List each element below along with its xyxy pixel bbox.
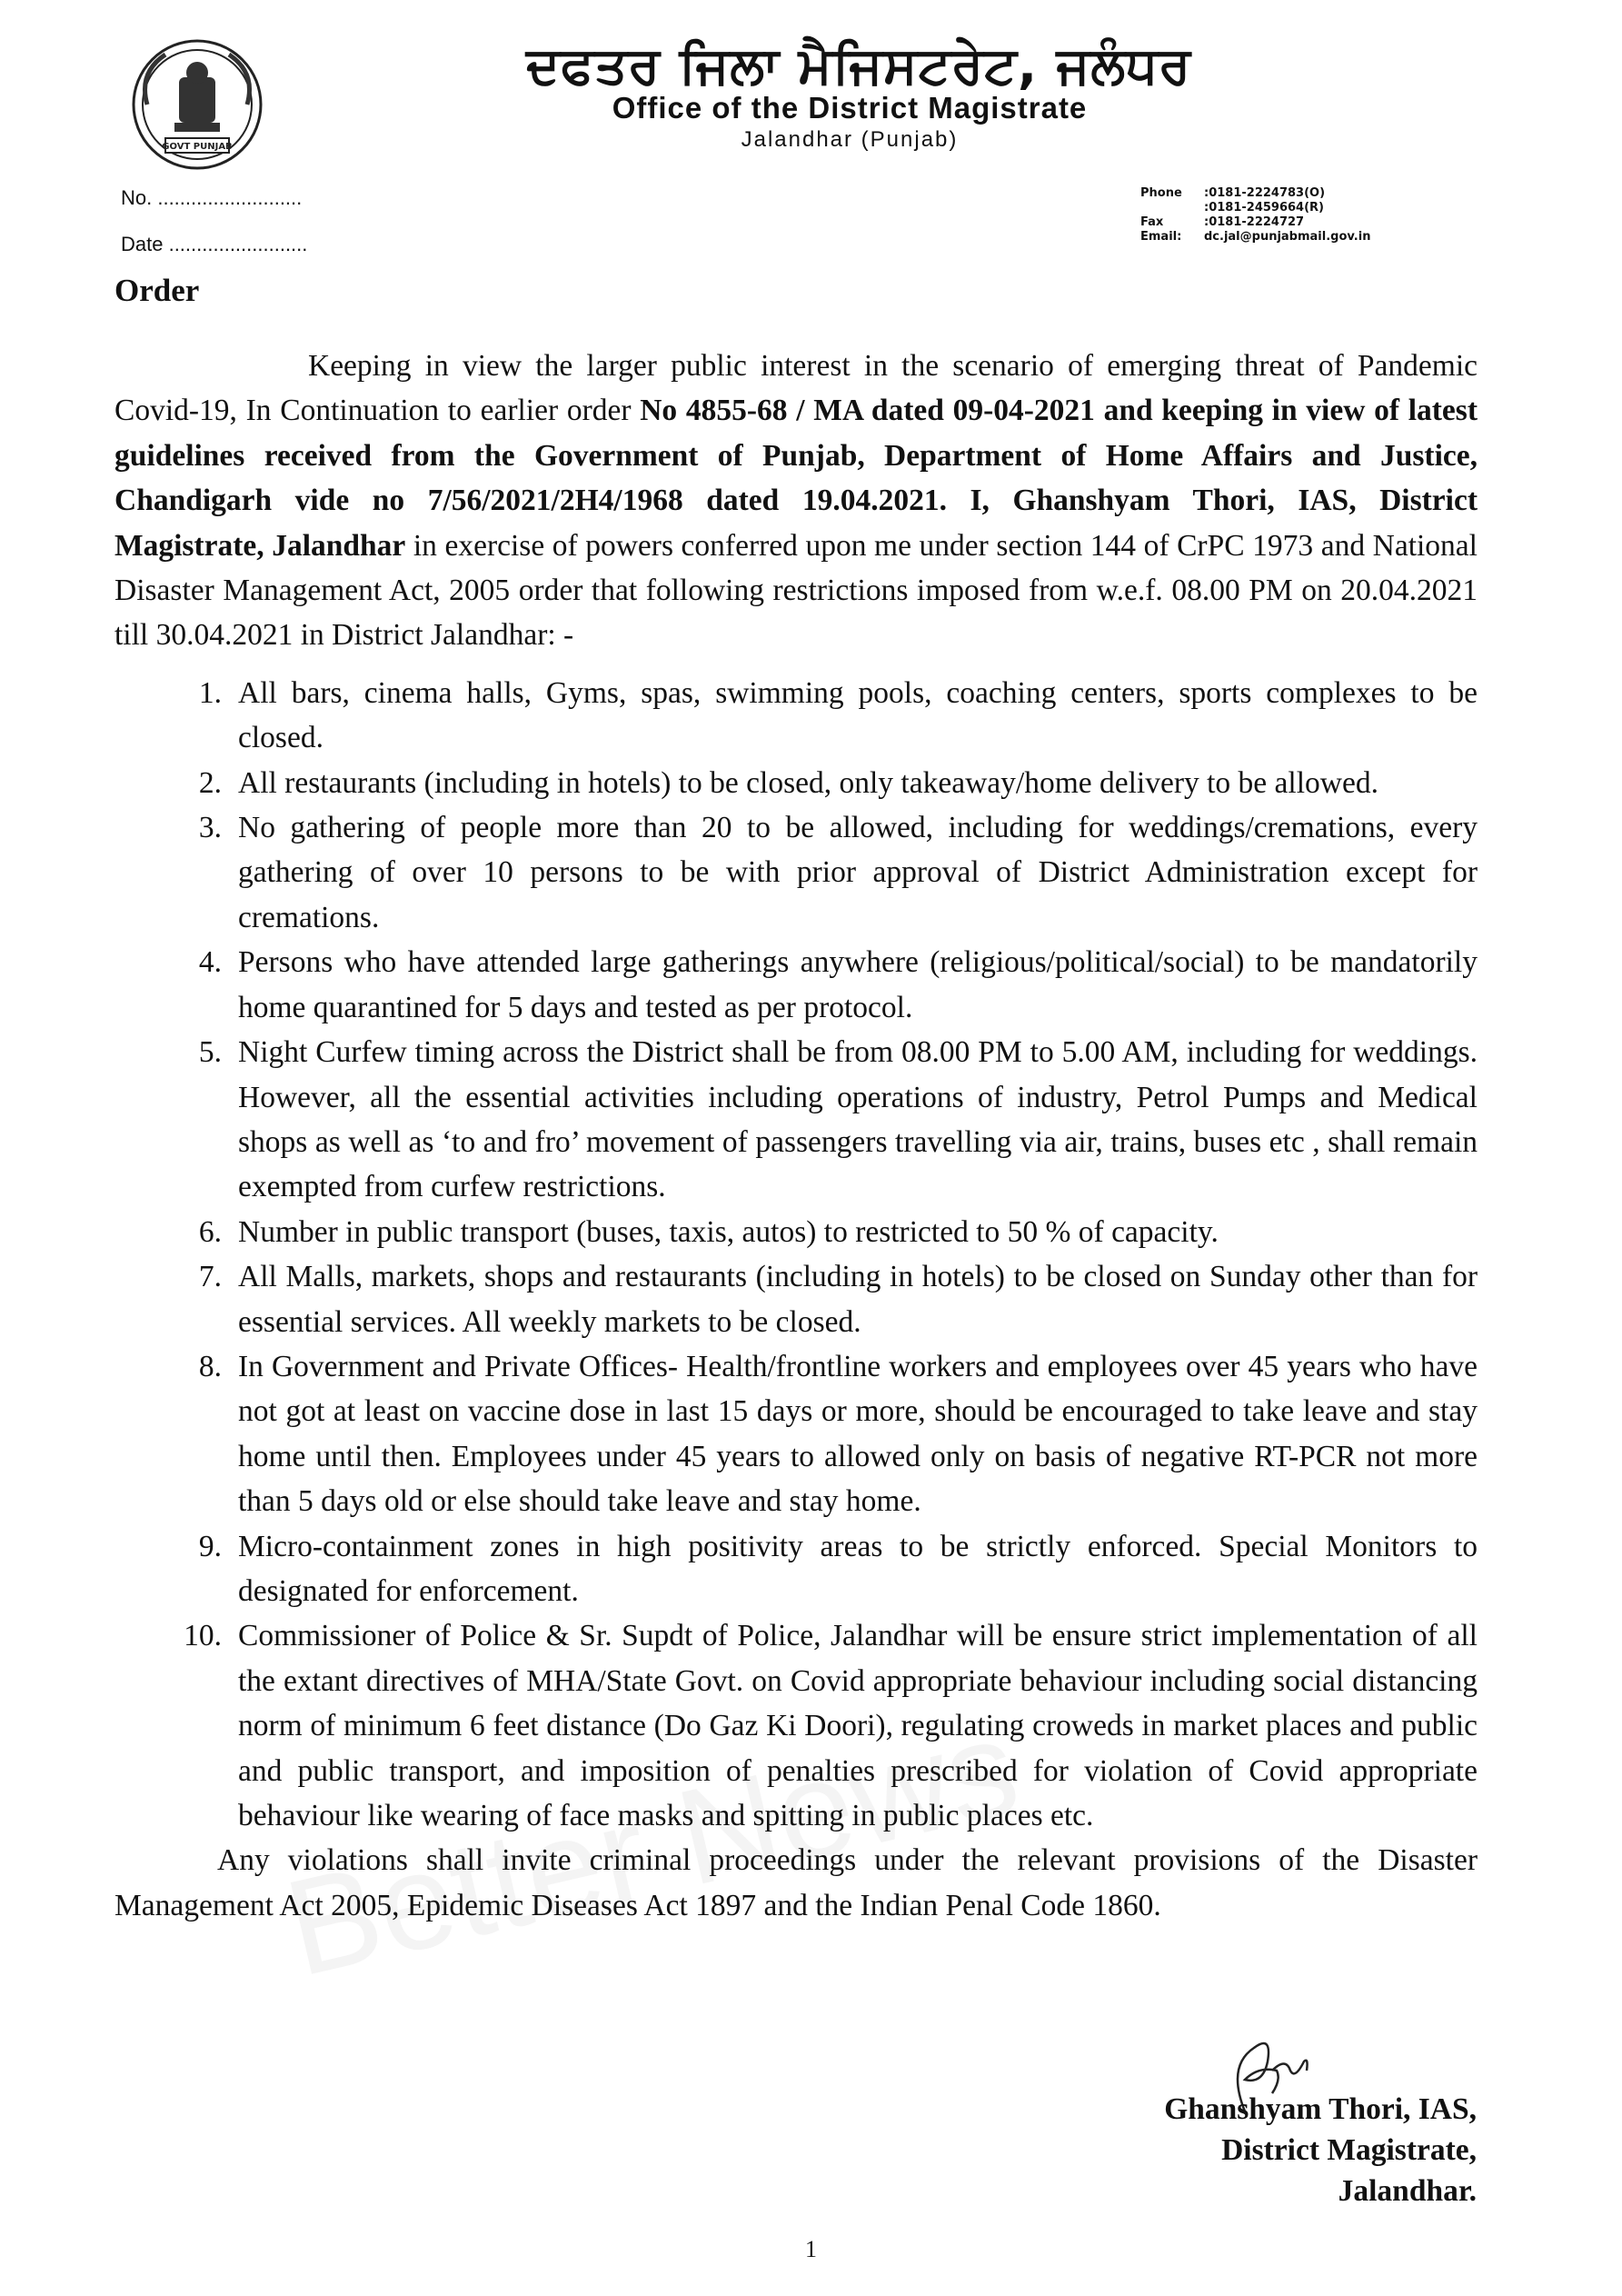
order-heading: Order [114,273,200,308]
list-item [165,1613,1478,1838]
office-title-english: Office of the District Magistrate [612,91,1088,125]
contact-row [1140,215,1370,230]
reference-number: No. .......................... [121,186,303,209]
item-number: 1. [198,675,222,710]
item-number: 3. [198,811,222,845]
contact-key: Email: [1140,230,1182,244]
contact-value: dc.jal@punjabmail.gov.in [1204,230,1371,244]
intro-text: Keeping in view the larger public interest in the scenario of emerging threat of Pandemic Covid-19, In Continuation to earlier order [114,349,1478,428]
item-text: Night Curfew timing across the District shall be from 08.00 PM to 5.00 AM, including for weddings. However, all the essential activities including operations of industry, Petrol Pumps and Medical shops as well as ‘to and fro’ movement of passengers travelling via air, trains, buses etc , shall remain exempted from curfew restrictions. [238,1035,1478,1204]
reference-date: Date ......................... [121,233,308,255]
list-item [165,1030,1478,1210]
contact-row [1140,186,1370,201]
list-item [165,761,1478,805]
emblem-label: GOVT PUNJAB [162,142,233,152]
item-number: 5. [198,1035,222,1070]
item-number: 10. [184,1619,222,1653]
item-text: In Government and Private Offices- Health/frontline workers and employees over 45 years who have not got at least on vaccine dose in last 15 days or more, should be encouraged to take leave and stay home until then. Employees under 45 years to allowed only on basis of negative RT-PCR not more than 5 days old or else should take leave and stay home. [238,1349,1478,1519]
contact-key: Fax [1140,215,1164,229]
intro-text: in exercise of powers conferred upon me under section 144 of CrPC 1973 and National Disaster Management Act, 2005 order that following restrictions imposed from w.e.f. 08.00 PM on 20.04.2021 till 30.04.2021 in District Jalandhar: - [114,528,1478,653]
state-emblem-icon [129,36,265,173]
office-title-punjabi: ਦਫਤਰ ਜਿਲਾ ਮੈਜਿਸਟਰੇਟ, ਜਲੰਧਰ [525,36,1192,95]
office-location: Jalandhar (Punjab) [741,127,959,152]
item-text: All bars, cinema halls, Gyms, spas, swimming pools, coaching centers, sports complexes to be closed. [238,675,1478,755]
list-item [165,1210,1478,1254]
intro-paragraph [114,344,1478,658]
item-text: Persons who have attended large gatherings anywhere (religious/political/social) to be mandatorily home quarantined for 5 days and tested as per protocol. [238,945,1478,1024]
closing-paragraph: Any violations shall invite criminal proceedings under the relevant provisions of the Disaster Management Act 2005, Epidemic Diseases Act 1897 and the Indian Penal Code 1860. [114,1843,1478,1922]
list-item [165,1254,1478,1344]
item-text: Number in public transport (buses, taxis, autos) to restricted to 50 % of capacity. [238,1214,1219,1249]
list-item [165,805,1478,940]
signatory-designation: District Magistrate, [1221,2133,1477,2167]
signatory-name: Ghanshyam Thori, IAS, [1164,2092,1477,2126]
item-text: No gathering of people more than 20 to be allowed, including for weddings/cremations, every gathering of over 10 persons to be with prior approval of District Administration except for cremations. [238,811,1478,934]
contact-value: :0181-2224783(O) [1204,186,1326,200]
contact-value: :0181-2224727 [1204,215,1305,229]
item-number: 2. [198,765,222,800]
list-item [165,940,1478,1030]
signatory-place: Jalandhar. [1338,2174,1477,2208]
item-text: All Malls, markets, shops and restaurants (including in hotels) to be closed on Sunday other than for essential services. All weekly markets to be closed. [238,1260,1478,1339]
contact-row [1140,230,1370,245]
list-item [165,671,1478,761]
item-number: 9. [198,1529,222,1563]
contact-key: Phone [1140,186,1182,200]
directives-list [114,671,1478,1839]
list-item [165,1524,1478,1614]
item-text: Commissioner of Police & Sr. Supdt of Police, Jalandhar will be ensure strict implementation of all the extant directives of MHA/State Govt. on Covid appropriate behaviour including social distancing norm of minimum 6 feet distance (Do Gaz Ki Doori), regulating croweds in market places and public and public transport, and imposition of penalties prescribed for violation of Covid appropriate behaviour like wearing of face masks and spitting in public places etc. [238,1619,1478,1832]
list-item [165,1344,1478,1524]
item-number: 7. [198,1260,222,1294]
signatory-block [1164,2089,1477,2211]
item-number: 6. [198,1214,222,1249]
item-number: 8. [198,1349,222,1383]
item-number: 4. [198,945,222,980]
contact-block [1140,186,1370,245]
item-text: Micro-containment zones in high positivity areas to be strictly enforced. Special Monitors to designated for enforcement. [238,1529,1478,1608]
letterhead [0,0,1622,273]
intro-bold-text: No 4855-68 / MA dated 09-04-2021 and keeping in view of latest guidelines received from the Government of Punjab, Department of Home Affairs and Justice, Chandigarh vide no 7/56/2021/2H4/1968 dated 19.04.2021. I, Ghanshyam Thori, IAS, District Magistrate, Jalandhar [114,394,1478,563]
contact-row [1140,201,1370,215]
page-number: 1 [805,2236,817,2262]
contact-value: :0181-2459664(R) [1204,201,1324,215]
item-text: All restaurants (including in hotels) to be closed, only takeaway/home delivery to be allowed. [238,765,1378,800]
order-body [114,344,1478,1928]
